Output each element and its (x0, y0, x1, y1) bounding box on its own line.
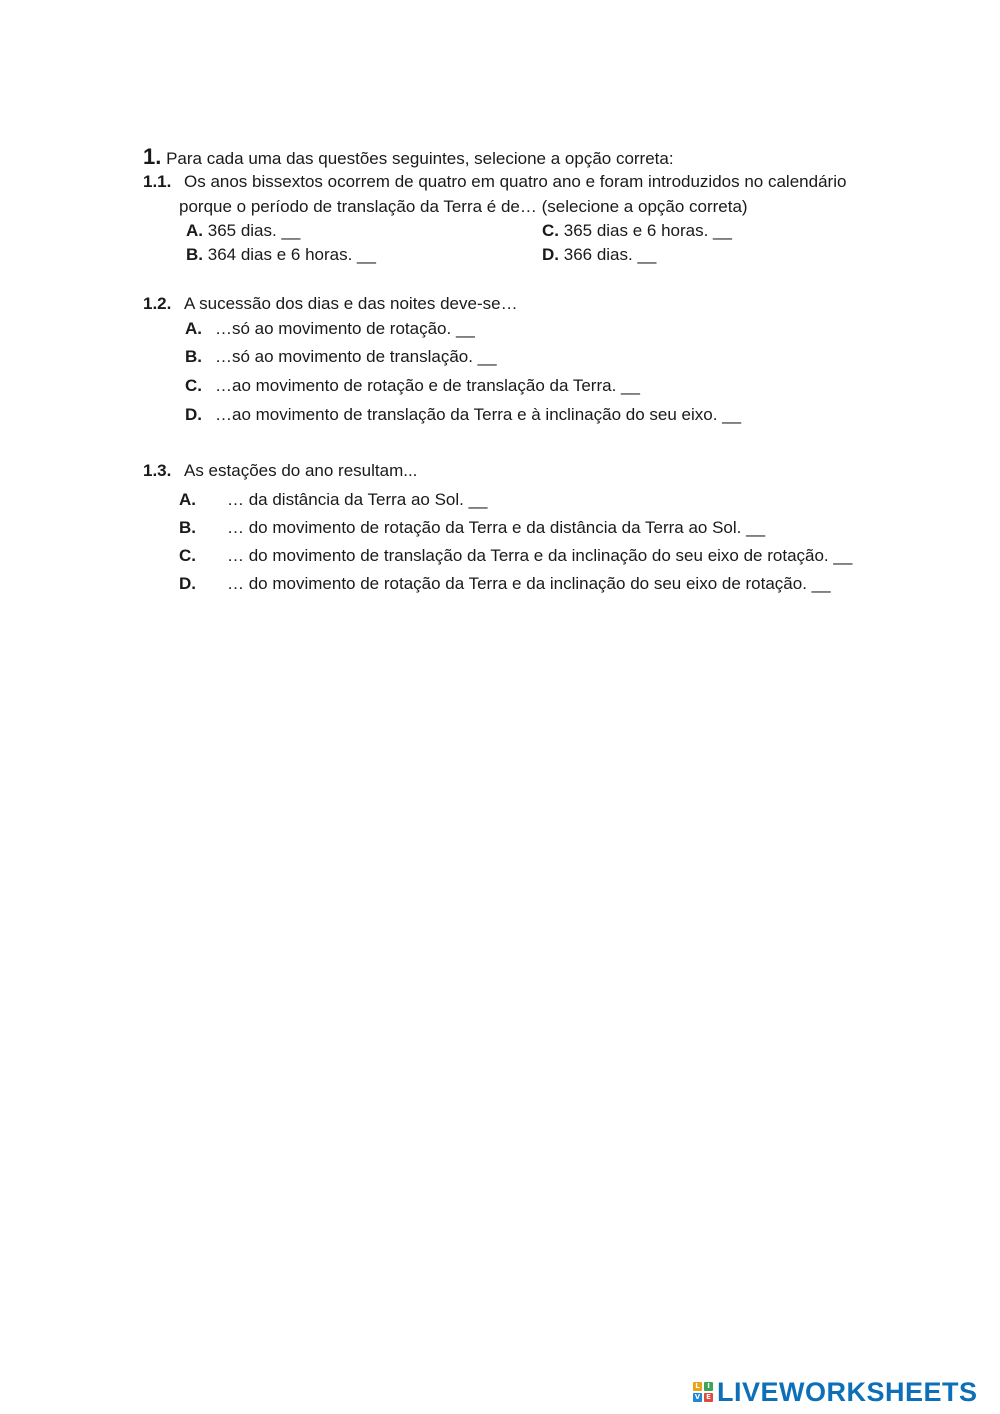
question-1-1-number: 1.1. (143, 172, 172, 191)
question-1-3-number: 1.3. (143, 461, 172, 480)
question-1-1-text-line1: Os anos bissextos ocorrem de quatro em quatro ano e foram introduzidos no calendário (184, 172, 847, 191)
question-1-2-number: 1.2. (143, 294, 172, 313)
q1-1-option-a[interactable] (186, 220, 300, 242)
q1-2-option-d[interactable] (185, 404, 741, 426)
option-letter: D. (185, 405, 202, 424)
logo-mark-cell: I (704, 1382, 713, 1391)
logo-mark-cell: V (694, 1393, 701, 1401)
option-letter: A. (179, 490, 196, 509)
option-letter: C. (185, 376, 202, 395)
section-instruction: Para cada uma das questões seguintes, selecione a opção correta: (166, 149, 674, 168)
q1-3-option-b[interactable] (179, 517, 765, 539)
option-letter: D. (542, 245, 559, 264)
q1-1-option-c[interactable] (542, 220, 732, 242)
logo-mark-cell: E (704, 1393, 713, 1402)
q1-2-option-c[interactable] (185, 375, 640, 397)
option-text: …só ao movimento de rotação. __ (215, 319, 475, 338)
q1-3-option-d[interactable] (179, 573, 831, 595)
option-text: … da distância da Terra ao Sol. __ (227, 490, 488, 509)
q1-2-option-a[interactable] (185, 318, 475, 340)
q1-3-option-a[interactable] (179, 489, 488, 511)
option-text: …ao movimento de translação da Terra e à inclinação do seu eixo. __ (215, 405, 742, 424)
option-text: … do movimento de rotação da Terra e da inclinação do seu eixo de rotação. __ (227, 574, 831, 593)
option-letter: A. (185, 319, 202, 338)
option-text: … do movimento de translação da Terra e da inclinação do seu eixo de rotação. __ (227, 546, 853, 565)
question-1-1-text-line2: porque o período de translação da Terra é de… (selecione a opção correta) (179, 197, 748, 216)
option-text: … do movimento de rotação da Terra e da distância da Terra ao Sol. __ (227, 518, 766, 537)
option-text: …só ao movimento de translação. __ (215, 347, 497, 366)
question-1-2-text: A sucessão dos dias e das noites deve-se… (184, 294, 518, 313)
option-letter: B. (179, 518, 196, 537)
option-text: 365 dias e 6 horas. __ (563, 221, 732, 240)
option-text: 364 dias e 6 horas. __ (207, 245, 376, 264)
logo-mark-icon (693, 1382, 713, 1402)
q1-2-option-b[interactable] (185, 346, 497, 368)
section-heading (143, 146, 674, 170)
logo-mark-cell: L (693, 1382, 702, 1391)
option-text: 365 dias. __ (207, 221, 301, 240)
option-text: 366 dias. __ (563, 245, 657, 264)
option-letter: C. (179, 546, 196, 565)
option-text: …ao movimento de rotação e de translação da Terra. __ (215, 376, 640, 395)
logo-text: LIVEWORKSHEETS (717, 1377, 978, 1407)
section-number: 1. (143, 144, 162, 169)
option-letter: B. (185, 347, 202, 366)
question-1-3-text: As estações do ano resultam... (184, 461, 418, 480)
option-letter: D. (179, 574, 196, 593)
q1-1-option-d[interactable] (542, 244, 656, 266)
liveworksheets-logo (693, 1377, 978, 1407)
q1-1-option-b[interactable] (186, 244, 376, 266)
option-letter: C. (542, 221, 559, 240)
option-letter: B. (186, 245, 203, 264)
q1-3-option-c[interactable] (179, 545, 852, 567)
option-letter: A. (186, 221, 203, 240)
